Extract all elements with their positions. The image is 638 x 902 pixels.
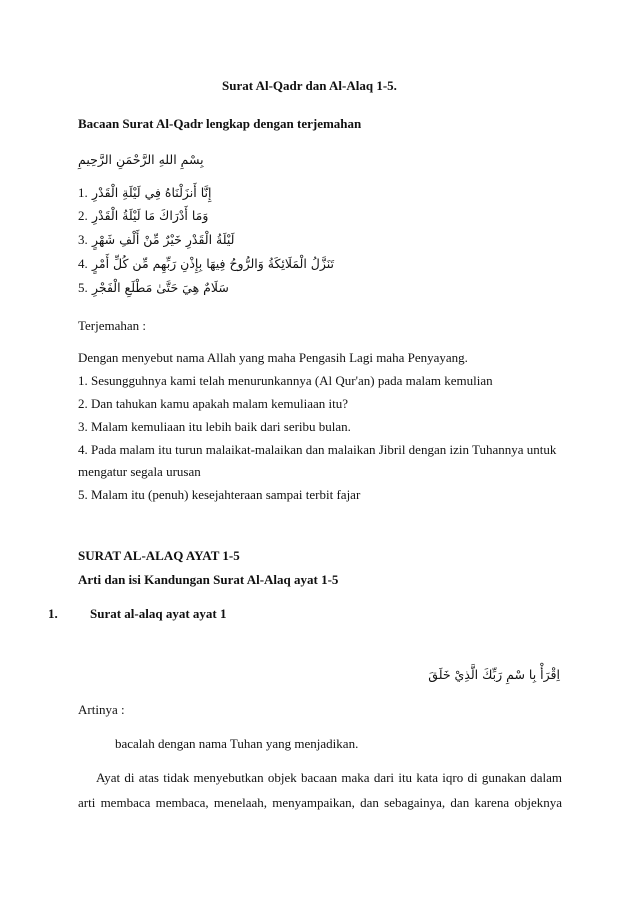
translation-line: 1. Sesungguhnya kami telah menurunkannya (Al Qur'an) pada malam kemulian [78, 373, 493, 388]
translation-line: 5. Malam itu (penuh) kesejahteraan sampai terbit fajar [78, 487, 361, 502]
translation-line: 4. Pada malam itu turun malaikat-malaikan dan malaikan Jibril dengan izin Tuhannya untuk [78, 442, 557, 457]
verse-number: 5. [78, 280, 88, 295]
alaq-subheading: Arti dan isi Kandungan Surat Al-Alaq ayat 1-5 [78, 572, 339, 587]
verse-number: 1. [78, 185, 88, 200]
qadr-heading: Bacaan Surat Al-Qadr lengkap dengan terjemahan [78, 116, 362, 131]
terjemahan-label: Terjemahan : [78, 318, 147, 333]
verse-number: 2. [78, 208, 88, 223]
verse-number: 3. [78, 232, 88, 247]
translation-line: Dengan menyebut nama Allah yang maha Pengasih Lagi maha Penyayang. [78, 350, 468, 365]
artinya-label: Artinya : [78, 702, 125, 717]
paragraph-line: Ayat di atas tidak menyebutkan objek bacaan maka dari itu kata iqro di gunakan dalam [96, 770, 562, 785]
alaq-heading: SURAT AL-ALAQ AYAT 1-5 [78, 548, 240, 563]
translation-line: mengatur segala urusan [78, 464, 201, 479]
verse-number: 4. [78, 256, 88, 271]
translation-line: 3. Malam kemuliaan itu lebih baik dari seribu bulan. [78, 419, 351, 434]
section-number: 1. [48, 606, 58, 621]
alaq-arabic: اِقْرَأْ بِا سْمِ رَبِّكَ الَّذِيْ خَلَقَ [428, 667, 560, 682]
artinya-text: bacalah dengan nama Tuhan yang menjadikan. [115, 736, 359, 751]
basmalah: بِسْمِ اللهِ الرَّحْمَنِ الرَّحِيمِ [78, 152, 204, 167]
section-title: Surat al-alaq ayat ayat 1 [90, 606, 227, 621]
verse-arabic: وَمَا أَدْرَاكَ مَا لَيْلَةُ الْقَدْرِ [92, 208, 209, 223]
verse-arabic: لَيْلَةُ الْقَدْرِ خَيْرٌ مِّنْ أَلْفِ شَهْرٍ [92, 232, 235, 247]
verse-arabic: إِنَّا أَنزَلْنَاهُ فِي لَيْلَةِ الْقَدْرِ [92, 185, 212, 200]
verse-arabic: سَلَامٌ هِيَ حَتَّىٰ مَطْلَعِ الْفَجْرِ [92, 280, 229, 295]
verse-arabic: تَنَزَّلُ الْمَلَائِكَةُ وَالرُّوحُ فِيهَا بِإِذْنِ رَبِّهِم مِّن كُلِّ أَمْرٍ [92, 256, 335, 271]
translation-line: 2. Dan tahukan kamu apakah malam kemuliaan itu? [78, 396, 349, 411]
paragraph-line: arti membaca membaca, menelaah, menyampaikan, dan sebagainya, dan karena objeknya [78, 795, 562, 810]
document-title: Surat Al-Qadr dan Al-Alaq 1-5. [222, 78, 397, 93]
